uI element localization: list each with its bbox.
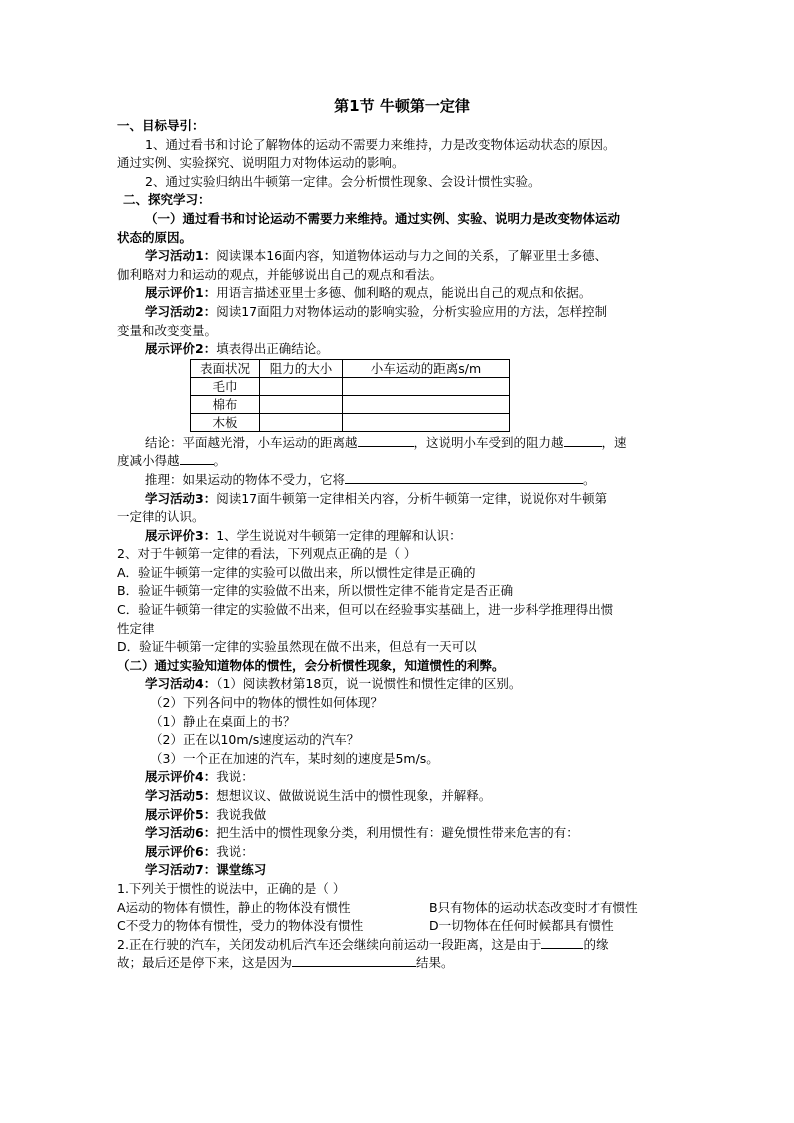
conclusion-text: ，这说明小车受到的阻力越 — [413, 434, 564, 450]
evaluation-5-label: 展示评价5： — [145, 806, 217, 822]
fill-blank[interactable] — [180, 452, 214, 465]
table-cell-blank[interactable] — [343, 413, 510, 431]
exercise-1: 1.下列关于惯性的说法中，正确的是（ ） — [117, 880, 346, 896]
activity-2-text: 阅读17面阻力对物体运动的影响实验，分析实验应用的方法，怎样控制 — [216, 303, 608, 319]
conclusion-continued — [117, 452, 687, 471]
activity-4-question-2: （2）下列各问中的物体的惯性如何体现？ — [150, 695, 383, 711]
exercise-1-options-cd — [117, 917, 687, 936]
fill-blank[interactable] — [292, 954, 416, 967]
inference-line — [117, 471, 687, 490]
evaluation-5-text: 我说我做 — [216, 806, 267, 822]
goal-1-continued: 通过实例、实验探究、说明阻力对物体运动的影响。 — [117, 155, 405, 171]
evaluation-4-label: 展示评价4： — [145, 769, 217, 785]
activity-5-label: 学习活动5： — [145, 788, 217, 803]
question-2: 2、对于牛顿第一定律的看法，下列观点正确的是（ ） — [117, 546, 417, 562]
table-cell-surface: 棉布 — [191, 395, 260, 413]
exercise-1-option-c: C不受力的物体有惯性，受力的物体没有惯性 — [117, 918, 364, 934]
table-cell-blank[interactable] — [260, 395, 343, 413]
evaluation-2 — [117, 340, 687, 359]
activity-3-label: 学习活动3： — [145, 490, 217, 506]
activity-1-continued: 伽利略对力和运动的观点，并能够说出自己的观点和看法。 — [117, 266, 443, 282]
table-header-cell: 小车运动的距离s/m — [343, 359, 510, 377]
evaluation-2-text: 填表得出正确结论。 — [216, 341, 329, 357]
part-1-heading-continued: 状态的原因。 — [117, 229, 193, 245]
activity-4-item-2: （2）正在以10m/s速度运动的汽车？ — [150, 732, 360, 748]
exercise-2-text: 故；最后还是停下来，这是因为 — [117, 955, 293, 971]
activity-6-label: 学习活动6： — [145, 825, 217, 841]
fill-blank[interactable] — [345, 471, 583, 484]
activity-4-label: 学习活动4： — [145, 676, 217, 692]
exercise-1-option-a: A运动的物体有惯性，静止的物体没有惯性 — [117, 899, 351, 915]
fill-blank[interactable] — [541, 936, 583, 949]
activity-1 — [117, 247, 687, 266]
evaluation-4 — [117, 768, 687, 787]
activity-1-text: 阅读课本16面内容，知道物体运动与力之间的关系，了解亚里士多德、 — [216, 248, 608, 264]
inference-text: 。 — [583, 471, 596, 487]
question-2-option-b: B．验证牛顿第一定律的实验做不出来，所以惯性定律不能肯定是否正确 — [117, 583, 514, 599]
activity-2-continued: 变量和改变变量。 — [117, 322, 218, 338]
activity-5 — [117, 787, 687, 806]
evaluation-1 — [117, 284, 687, 303]
question-2-option-c-continued: 性定律 — [117, 620, 155, 636]
evaluation-6-label: 展示评价6： — [145, 843, 217, 859]
activity-6-text: 把生活中的惯性现象分类，利用惯性有：避免惯性带来危害的有： — [216, 825, 579, 841]
evaluation-3 — [117, 527, 687, 546]
table-cell-blank[interactable] — [260, 377, 343, 395]
table-cell-surface: 毛巾 — [191, 377, 260, 395]
evaluation-5 — [117, 806, 687, 825]
section-heading-explore: 二、探究学习： — [123, 192, 211, 208]
inference-text: 推理：如果运动的物体不受力，它将 — [145, 471, 346, 487]
evaluation-6 — [117, 843, 687, 862]
exercise-1-option-d: D一切物体在任何时候都具有惯性 — [429, 918, 614, 934]
conclusion-line — [117, 434, 687, 453]
goal-2: 2、通过实验归纳出牛顿第一定律。会分析惯性现象、会设计惯性实验。 — [145, 173, 541, 189]
exercise-2-text: 2.正在行驶的汽车，关闭发动机后汽车还会继续向前运动一段距离，这是由于 — [117, 936, 542, 952]
evaluation-2-label: 展示评价2： — [145, 341, 217, 357]
evaluation-3-label: 展示评价3： — [145, 527, 217, 543]
table-cell-blank[interactable] — [260, 413, 343, 431]
table-cell-blank[interactable] — [343, 377, 510, 395]
activity-2-label: 学习活动2： — [145, 303, 217, 319]
table-header-row — [191, 359, 510, 377]
table-cell-blank[interactable] — [343, 395, 510, 413]
evaluation-3-text: 1、学生说说对牛顿第一定律的理解和认识： — [216, 527, 462, 543]
activity-7-heading: 学习活动7：课堂练习 — [145, 862, 267, 878]
table-header-cell: 表面状况 — [191, 359, 260, 377]
table-cell-surface: 木板 — [191, 413, 260, 431]
exercise-2-continued — [117, 954, 687, 973]
conclusion-text: 度减小得越 — [117, 453, 180, 469]
evaluation-1-label: 展示评价1： — [145, 285, 217, 301]
question-2-option-a: A．验证牛顿第一定律的实验可以做出来，所以惯性定律是正确的 — [117, 564, 476, 580]
exercise-2-text: 结果。 — [416, 955, 454, 971]
activity-4 — [117, 675, 687, 694]
activity-1-label: 学习活动1： — [145, 248, 217, 264]
table-row — [191, 413, 510, 431]
fill-blank[interactable] — [564, 434, 602, 447]
table-row — [191, 395, 510, 413]
conclusion-text: 结论：平面越光滑，小车运动的距离越 — [145, 434, 358, 450]
goal-1: 1、通过看书和讨论了解物体的运动不需要力来维持，力是改变物体运动状态的原因。 — [145, 136, 616, 152]
friction-table — [190, 359, 510, 432]
activity-3-continued: 一定律的认识。 — [117, 509, 205, 525]
table-header-cell: 阻力的大小 — [260, 359, 343, 377]
activity-6 — [117, 824, 687, 843]
fill-blank[interactable] — [358, 434, 414, 447]
activity-2 — [117, 303, 687, 322]
conclusion-text: ，速 — [601, 434, 627, 450]
activity-5-text: 想想议议、做做说说生活中的惯性现象，并解释。 — [216, 788, 492, 803]
exercise-2 — [117, 936, 687, 955]
exercise-2-text: 的缘 — [583, 936, 609, 952]
conclusion-text: 。 — [213, 453, 227, 469]
activity-3-text: 阅读17面牛顿第一定律相关内容，分析牛顿第一定律，说说你对牛顿第 — [216, 490, 608, 506]
evaluation-6-text: 我说： — [216, 843, 254, 859]
question-2-option-c: C．验证牛顿第一律定的实验做不出来，但可以在经验事实基础上，进一步科学推理得出惯 — [117, 602, 614, 618]
part-2-heading: （二）通过实验知道物体的惯性，会分析惯性现象，知道惯性的利弊。 — [117, 657, 505, 673]
part-1-heading: （一）通过看书和讨论运动不需要力来维持。通过实例、实验、说明力是改变物体运动 — [145, 210, 621, 226]
exercise-1-options-ab — [117, 899, 687, 918]
table-row — [191, 377, 510, 395]
activity-4-item-1: （1）静止在桌面上的书？ — [150, 713, 296, 729]
evaluation-1-text: 用语言描述亚里士多德、伽利略的观点，能说出自己的观点和依据。 — [216, 285, 592, 301]
activity-4-text: （1）阅读教材第18页，说一说惯性和惯性定律的区别。 — [216, 676, 522, 692]
activity-4-item-3: （3）一个正在加速的汽车，某时刻的速度是5m/s。 — [150, 750, 439, 766]
document-page — [117, 96, 687, 973]
section-heading-goals: 一、目标导引： — [117, 118, 205, 133]
question-2-option-d: D．验证牛顿第一定律的实验虽然现在做不出来，但总有一天可以 — [117, 639, 477, 655]
activity-3 — [117, 490, 687, 509]
evaluation-4-text: 我说： — [216, 769, 254, 785]
document-title: 第1节 牛顿第一定律 — [334, 97, 470, 115]
exercise-1-option-b: B只有物体的运动状态改变时才有惯性 — [429, 899, 638, 915]
